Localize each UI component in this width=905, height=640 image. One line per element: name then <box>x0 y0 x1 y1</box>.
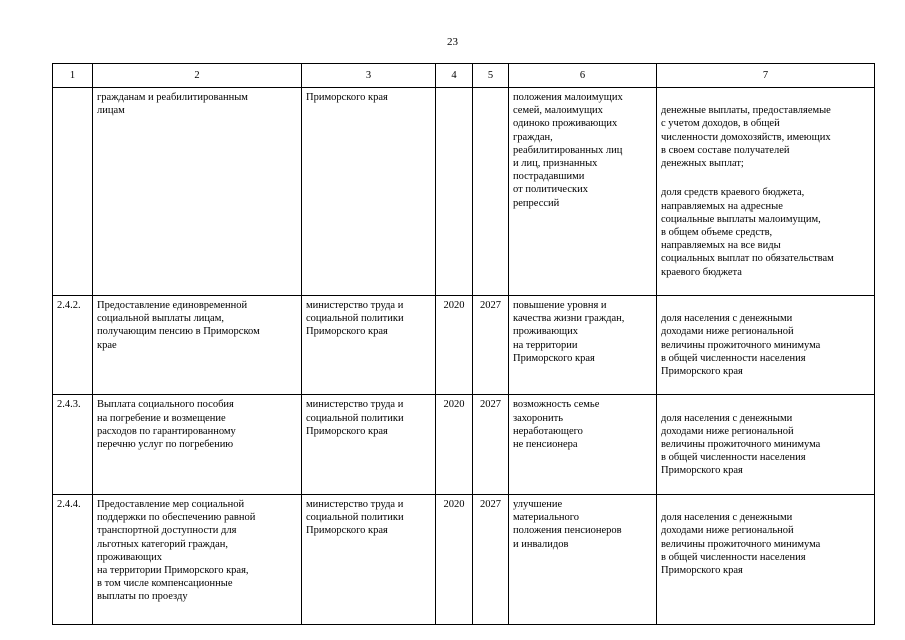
start-year-cell <box>436 88 473 296</box>
expected-result-cell: улучшение материального положения пенсионеров и инвалидов <box>509 494 657 624</box>
table-row <box>53 494 875 624</box>
executor-cell: министерство труда и социальной политики Приморского края <box>302 494 436 624</box>
measure-name-cell: гражданам и реабилитированным лицам <box>93 88 302 296</box>
indicator-paragraph: доля населения с денежными доходами ниже региональной величины прожиточного минимума в общей численности населения Приморского края <box>661 512 821 576</box>
indicator-cell <box>657 88 875 296</box>
measure-name-cell: Выплата социального пособия на погребение и возмещение расходов по гарантированному перечню услуг по погребению <box>93 395 302 494</box>
measure-name-cell: Предоставление единовременной социальной выплаты лицам, получающим пенсию в Приморском крае <box>93 296 302 395</box>
indicator-paragraph: доля населения с денежными доходами ниже региональной величины прожиточного минимума в общей численности населения Приморского края <box>661 412 821 477</box>
end-year-cell: 2027 <box>473 395 509 494</box>
header-cell-2: 2 <box>93 64 302 88</box>
table-header-row <box>53 64 875 88</box>
indicator-paragraph: доля населения с денежными доходами ниже региональной величины прожиточного минимума в общей численности населения Приморского края <box>661 313 821 378</box>
page-number: 23 <box>447 36 458 48</box>
header-cell-3: 3 <box>302 64 436 88</box>
header-cell-1: 1 <box>53 64 93 88</box>
expected-result-cell: положения малоимущих семей, малоимущих одиноко проживающих граждан, реабилитированных лиц и лиц, признанных пострадавшими от политических репрессий <box>509 88 657 296</box>
row-number-cell <box>53 88 93 296</box>
header-cell-5: 5 <box>473 64 509 88</box>
header-cell-6: 6 <box>509 64 657 88</box>
row-number-cell: 2.4.3. <box>53 395 93 494</box>
start-year-cell: 2020 <box>436 494 473 624</box>
measure-name-cell: Предоставление мер социальной поддержки по обеспечению равной транспортной доступности для льготных категорий граждан, проживающих на территории Приморского края, в том числе компенсационные выплаты по проезду <box>93 494 302 624</box>
row-number-cell: 2.4.4. <box>53 494 93 624</box>
indicator-cell <box>657 296 875 395</box>
table-row <box>53 395 875 494</box>
row-number-cell: 2.4.2. <box>53 296 93 395</box>
header-cell-4: 4 <box>436 64 473 88</box>
indicator-paragraph: доля средств краевого бюджета, направляемых на адресные социальные выплаты малоимущим, в общем объеме средств, направляемых на все виды социальных выплат по обязательствам краевого бюджета <box>661 187 834 278</box>
header-cell-7: 7 <box>657 64 875 88</box>
expected-result-cell: возможность семье захоронить неработающего не пенсионера <box>509 395 657 494</box>
indicator-paragraph: денежные выплаты, предоставляемые с учетом доходов, в общей численности домохозяйств, имеющих в своем составе получателей денежных выплат; <box>661 105 831 170</box>
table-row <box>53 296 875 395</box>
indicator-cell <box>657 395 875 494</box>
executor-cell: Приморского края <box>302 88 436 296</box>
table-row <box>53 88 875 296</box>
start-year-cell: 2020 <box>436 296 473 395</box>
end-year-cell <box>473 88 509 296</box>
expected-result-cell: повышение уровня и качества жизни граждан, проживающих на территории Приморского края <box>509 296 657 395</box>
executor-cell: министерство труда и социальной политики Приморского края <box>302 395 436 494</box>
end-year-cell: 2027 <box>473 494 509 624</box>
measures-table <box>52 63 875 625</box>
end-year-cell: 2027 <box>473 296 509 395</box>
executor-cell: министерство труда и социальной политики Приморского края <box>302 296 436 395</box>
start-year-cell: 2020 <box>436 395 473 494</box>
indicator-cell <box>657 494 875 624</box>
